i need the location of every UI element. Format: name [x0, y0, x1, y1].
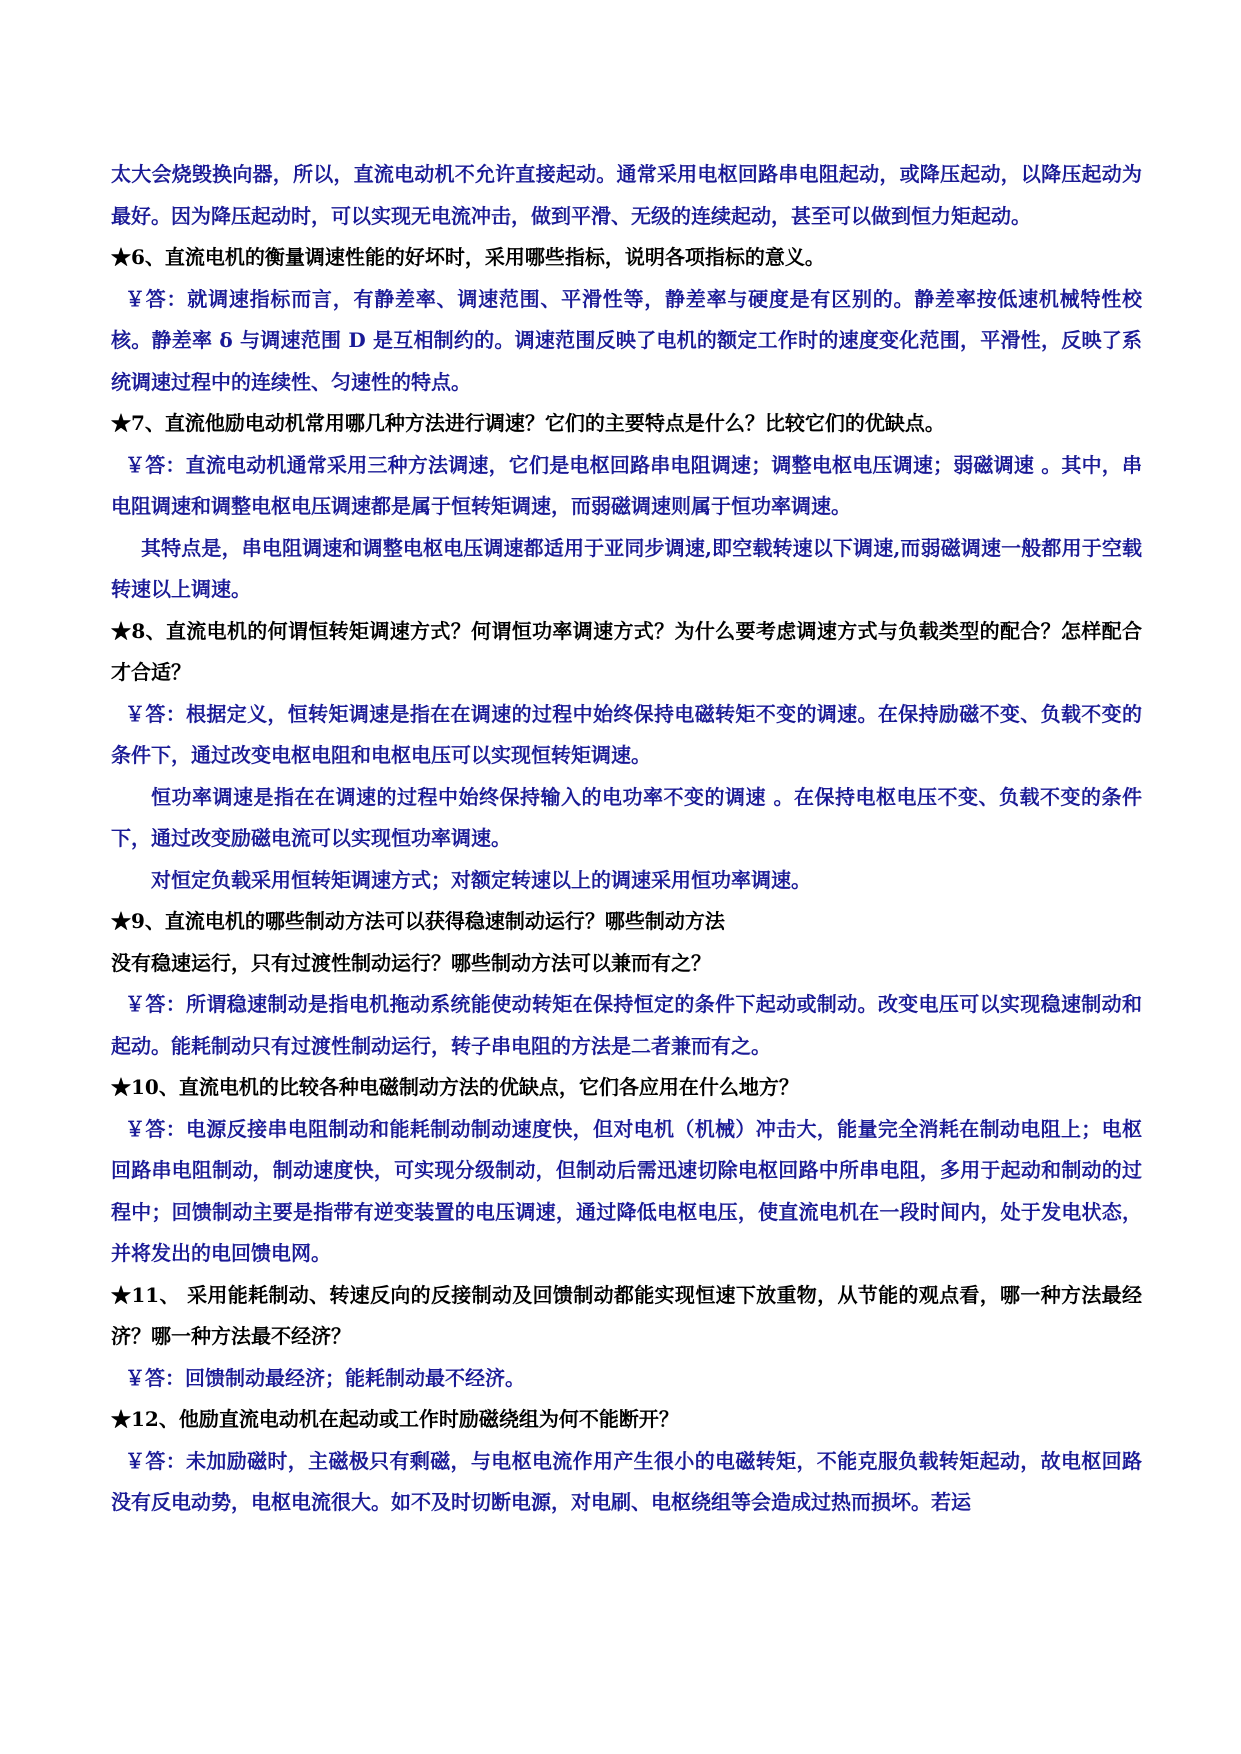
- answer-8-summary: 对恒定负载采用恒转矩调速方式；对额定转速以上的调速采用恒功率调速。: [151, 867, 811, 892]
- question-12: ★12、他励直流电动机在起动或工作时励磁绕组为何不能断开？: [111, 1407, 679, 1431]
- answer-10: ￥答：电源反接串电阻制动和能耗制动制动速度快，但对电机（机械）冲击大，能量完全消耗在制动电阻上；电枢回路串电阻制动，制动速度快，可实现分级制动，但制动后需迅速切除电枢回路中所串电阻，多用于起动和制动的过程中；回馈制动主要是指带有逆变装置的电压调速，通过降低电枢电压，使直流电机在一段时间内，处于发电状态，并将发出的电回馈电网。: [111, 1116, 1142, 1265]
- answer-12: ￥答：未加励磁时，主磁极只有剩磁，与电枢电流作用产生很小的电磁转矩，不能克服负载转矩起动，故电枢回路没有反电动势，电枢电流很大。如不及时切断电源，对电刷、电枢绕组等会造成过热而损坏。若运: [111, 1448, 1142, 1514]
- question-9: ★9、直流电机的哪些制动方法可以获得稳速制动运行？哪些制动方法: [111, 909, 725, 933]
- question-9-continued: 没有稳速运行，只有过渡性制动运行？哪些制动方法可以兼而有之？: [111, 950, 711, 975]
- answer-7: ￥答：直流电动机通常采用三种方法调速，它们是电枢回路串电阻调速；调整电枢电压调速；弱磁调速 。其中，串电阻调速和调整电枢电压调速都是属于恒转矩调速，而弱磁调速则属于恒功率调速。: [111, 452, 1142, 518]
- answer-7-features: 其特点是，串电阻调速和调整电枢电压调速都适用于亚同步调速,即空载转速以下调速,而弱磁调速一般都用于空载转速以上调速。: [111, 535, 1142, 601]
- question-8: ★8、直流电机的何谓恒转矩调速方式？何谓恒功率调速方式？为什么要考虑调速方式与负载类型的配合？怎样配合才合适？: [111, 618, 1142, 684]
- answer-5-continued: 太大会烧毁换向器，所以，直流电动机不允许直接起动。通常采用电枢回路串电阻起动，或降压起动，以降压起动为最好。因为降压起动时，可以实现无电流冲击，做到平滑、无级的连续起动，甚至可以做到恒力矩起动。: [111, 162, 1142, 228]
- answer-11: ￥答：回馈制动最经济；能耗制动最不经济。: [125, 1365, 525, 1390]
- question-7: ★7、直流他励电动机常用哪几种方法进行调速？它们的主要特点是什么？比较它们的优缺点。: [111, 411, 945, 435]
- answer-8: ￥答：根据定义，恒转矩调速是指在在调速的过程中始终保持电磁转矩不变的调速。在保持励磁不变、负载不变的条件下，通过改变电枢电阻和电枢电压可以实现恒转矩调速。: [111, 701, 1142, 767]
- question-10: ★10、直流电机的比较各种电磁制动方法的优缺点，它们各应用在什么地方？: [111, 1075, 799, 1099]
- answer-9: ￥答：所谓稳速制动是指电机拖动系统能使动转矩在保持恒定的条件下起动或制动。改变电压可以实现稳速制动和起动。能耗制动只有过渡性制动运行，转子串电阻的方法是二者兼而有之。: [111, 992, 1142, 1058]
- answer-6: ￥答：就调速指标而言，有静差率、调速范围、平滑性等，静差率与硬度是有区别的。静差率按低速机械特性校核。静差率 δ 与调速范围 D 是互相制约的。调速范围反映了电机的额定工作时的速度变化范围，平滑性，反映了系统调速过程中的连续性、匀速性的特点。: [111, 286, 1142, 394]
- answer-8-constant-power: 恒功率调速是指在在调速的过程中始终保持输入的电功率不变的调速 。在保持电枢电压不变、负载不变的条件下，通过改变励磁电流可以实现恒功率调速。: [111, 784, 1142, 850]
- question-11: ★11、 采用能耗制动、转速反向的反接制动及回馈制动都能实现恒速下放重物，从节能的观点看，哪一种方法最经济？哪一种方法最不经济？: [111, 1282, 1142, 1348]
- question-6: ★6、直流电机的衡量调速性能的好坏时，采用哪些指标，说明各项指标的意义。: [111, 245, 825, 269]
- document-body: [111, 154, 1142, 1524]
